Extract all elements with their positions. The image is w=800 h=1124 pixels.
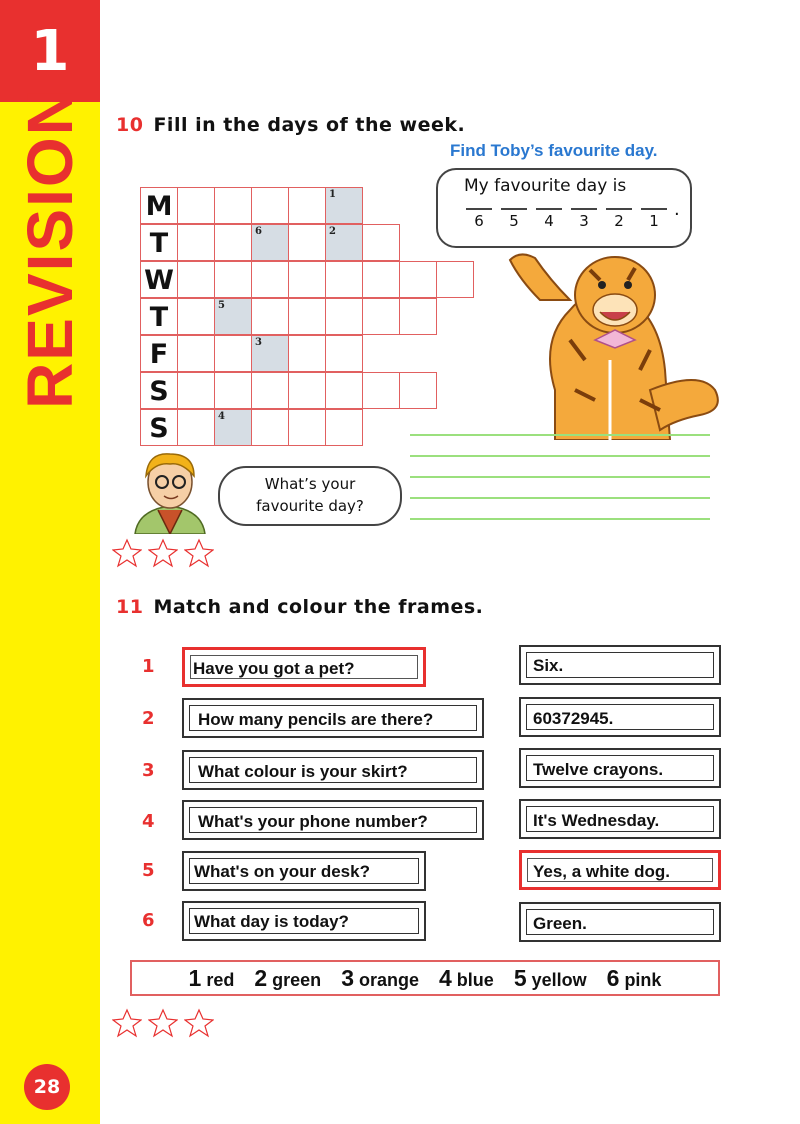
blank-number: 6 [474,212,484,230]
crossword-cell[interactable] [177,224,215,261]
rating-stars-exercise-11 [112,1008,214,1038]
question-number: 2 [142,708,155,729]
crossword-cell[interactable] [177,335,215,372]
clue-number: 4 [218,411,225,422]
clue-number: 5 [218,300,225,311]
crossword-cell[interactable] [399,298,437,335]
crossword-cell[interactable] [214,187,252,224]
answer-blank[interactable] [532,208,566,232]
crossword-cell[interactable] [251,372,289,409]
star-icon[interactable] [148,538,178,568]
question-frame[interactable] [182,647,426,687]
crossword-cell[interactable] [288,372,326,409]
crossword-letter-cell [140,298,178,335]
rating-stars-exercise-10 [112,538,214,568]
crossword-letter-cell [140,372,178,409]
crossword-cell[interactable] [251,224,289,261]
writing-line[interactable] [410,455,710,457]
question-frame[interactable] [182,750,484,790]
question-frame[interactable] [182,901,426,941]
question-text: What colour is your skirt? [198,762,408,781]
answer-blank[interactable] [602,208,636,232]
exercise-10-subtitle: Find Toby’s favourite day. [450,141,658,160]
star-icon[interactable] [184,538,214,568]
colour-key-item: 1 red [188,964,235,991]
crossword-row [140,187,473,224]
blank-number: 4 [544,212,554,230]
unit-number: 1 [30,19,70,84]
crossword-cell[interactable] [399,261,437,298]
answer-frame[interactable] [519,748,721,788]
crossword-cell[interactable] [325,372,363,409]
question-text: What's your phone number? [198,812,428,831]
answer-blank[interactable] [497,208,531,232]
day-initial: W [144,265,174,296]
crossword-cell[interactable] [325,409,363,446]
crossword-cell[interactable] [288,261,326,298]
boy-bubble-line-1: What’s your [264,475,356,493]
crossword-cell[interactable] [362,261,400,298]
colour-key-item: 3 orange [341,964,419,991]
crossword-cell[interactable] [288,224,326,261]
star-icon[interactable] [148,1008,178,1038]
crossword-row [140,298,473,335]
blank-number: 2 [614,212,624,230]
answer-text: Twelve crayons. [533,760,664,779]
exercise-number: 11 [116,596,144,618]
answer-text: Six. [533,656,564,675]
crossword-cell[interactable] [177,372,215,409]
answer-blanks [462,208,672,232]
crossword-cell[interactable] [214,409,252,446]
toby-speech-bubble [436,168,692,248]
clue-number: 3 [255,337,262,348]
crossword-cell[interactable] [251,261,289,298]
question-text: Have you got a pet? [193,659,355,678]
question-text: How many pencils are there? [198,710,434,729]
question-frame[interactable] [182,698,484,738]
crossword-cell[interactable] [436,261,474,298]
answer-frame[interactable] [519,645,721,685]
answer-frame[interactable] [519,697,721,737]
crossword-cell[interactable] [288,409,326,446]
crossword-cell[interactable] [362,372,400,409]
colour-key-item: 5 yellow [513,964,587,991]
crossword-cell[interactable] [177,298,215,335]
crossword-cell[interactable] [325,224,363,261]
crossword-letter-cell [140,409,178,446]
clue-number: 2 [329,226,336,237]
toby-bubble-text: My favourite day is [464,176,627,196]
crossword-cell[interactable] [325,187,363,224]
section-label: REVISION [14,87,86,409]
answer-blank[interactable] [462,208,496,232]
crossword-cell[interactable] [177,409,215,446]
crossword-cell[interactable] [362,298,400,335]
blank-number: 3 [579,212,589,230]
crossword-cell[interactable] [177,187,215,224]
answer-text: Green. [533,914,587,933]
crossword-cell[interactable] [251,335,289,372]
exercise-10-heading [116,114,465,136]
writing-line[interactable] [410,518,710,520]
colour-key-item: 2 green [254,964,322,991]
question-frame[interactable] [182,851,426,891]
question-text: What day is today? [194,912,349,931]
boy-speech-bubble [218,466,402,526]
crossword-letter-cell [140,187,178,224]
answer-frame[interactable] [519,799,721,839]
writing-line[interactable] [410,476,710,478]
crossword-row [140,372,473,409]
crossword-cell[interactable] [399,372,437,409]
answer-blank[interactable] [567,208,601,232]
colour-key [130,960,720,996]
answer-text: 60372945. [533,709,614,728]
star-icon[interactable] [112,1008,142,1038]
crossword-cell[interactable] [251,409,289,446]
crossword-letter-cell [140,335,178,372]
answer-frame[interactable] [519,850,721,890]
answer-frame[interactable] [519,902,721,942]
writing-line[interactable] [410,434,710,436]
question-frame[interactable] [182,800,484,840]
writing-lines [410,434,710,539]
exercise-number: 10 [116,114,144,136]
crossword-cell[interactable] [177,261,215,298]
crossword-cell[interactable] [288,335,326,372]
crossword-cell[interactable] [214,298,252,335]
clue-number: 1 [329,189,336,200]
colour-key-item: 6 pink [606,964,662,991]
crossword-cell[interactable] [214,261,252,298]
crossword-cell[interactable] [251,187,289,224]
star-icon[interactable] [112,538,142,568]
crossword-cell[interactable] [214,224,252,261]
crossword-row [140,224,473,261]
blank-number: 5 [509,212,519,230]
crossword-grid [140,187,473,446]
boy-illustration [130,448,210,534]
crossword-letter-cell [140,261,178,298]
question-text: What's on your desk? [194,862,370,881]
day-initial: T [149,228,169,259]
crossword-cell[interactable] [325,261,363,298]
question-number: 5 [142,860,155,881]
exercise-11-heading [116,596,483,618]
answer-text: It's Wednesday. [533,811,660,830]
question-number: 3 [142,760,155,781]
star-icon[interactable] [184,1008,214,1038]
crossword-cell[interactable] [288,187,326,224]
crossword-row [140,335,473,372]
toby-bubble-end-mark: . [674,199,680,220]
day-initial: F [149,339,169,370]
answer-blank[interactable] [637,208,671,232]
boy-bubble-line-2: favourite day? [256,497,364,515]
exercise-title: Match and colour the frames. [153,596,484,618]
clue-number: 6 [255,226,262,237]
crossword-cell[interactable] [251,298,289,335]
question-number: 1 [142,656,155,677]
colour-key-item: 4 blue [439,964,494,991]
exercise-title: Fill in the days of the week. [153,114,466,136]
toby-tiger-illustration [500,240,730,440]
day-initial: T [149,302,169,333]
crossword-row [140,261,473,298]
day-initial: S [149,413,169,444]
page-number: 28 [24,1064,70,1110]
crossword-cell[interactable] [288,298,326,335]
question-number: 4 [142,811,155,832]
writing-line[interactable] [410,497,710,499]
blank-number: 1 [649,212,659,230]
crossword-cell[interactable] [362,224,400,261]
answer-text: Yes, a white dog. [533,862,670,881]
crossword-letter-cell [140,224,178,261]
day-initial: M [145,191,173,222]
crossword-cell[interactable] [325,335,363,372]
crossword-cell[interactable] [325,298,363,335]
day-initial: S [149,376,169,407]
question-number: 6 [142,910,155,931]
crossword-cell[interactable] [214,372,252,409]
crossword-cell[interactable] [214,335,252,372]
